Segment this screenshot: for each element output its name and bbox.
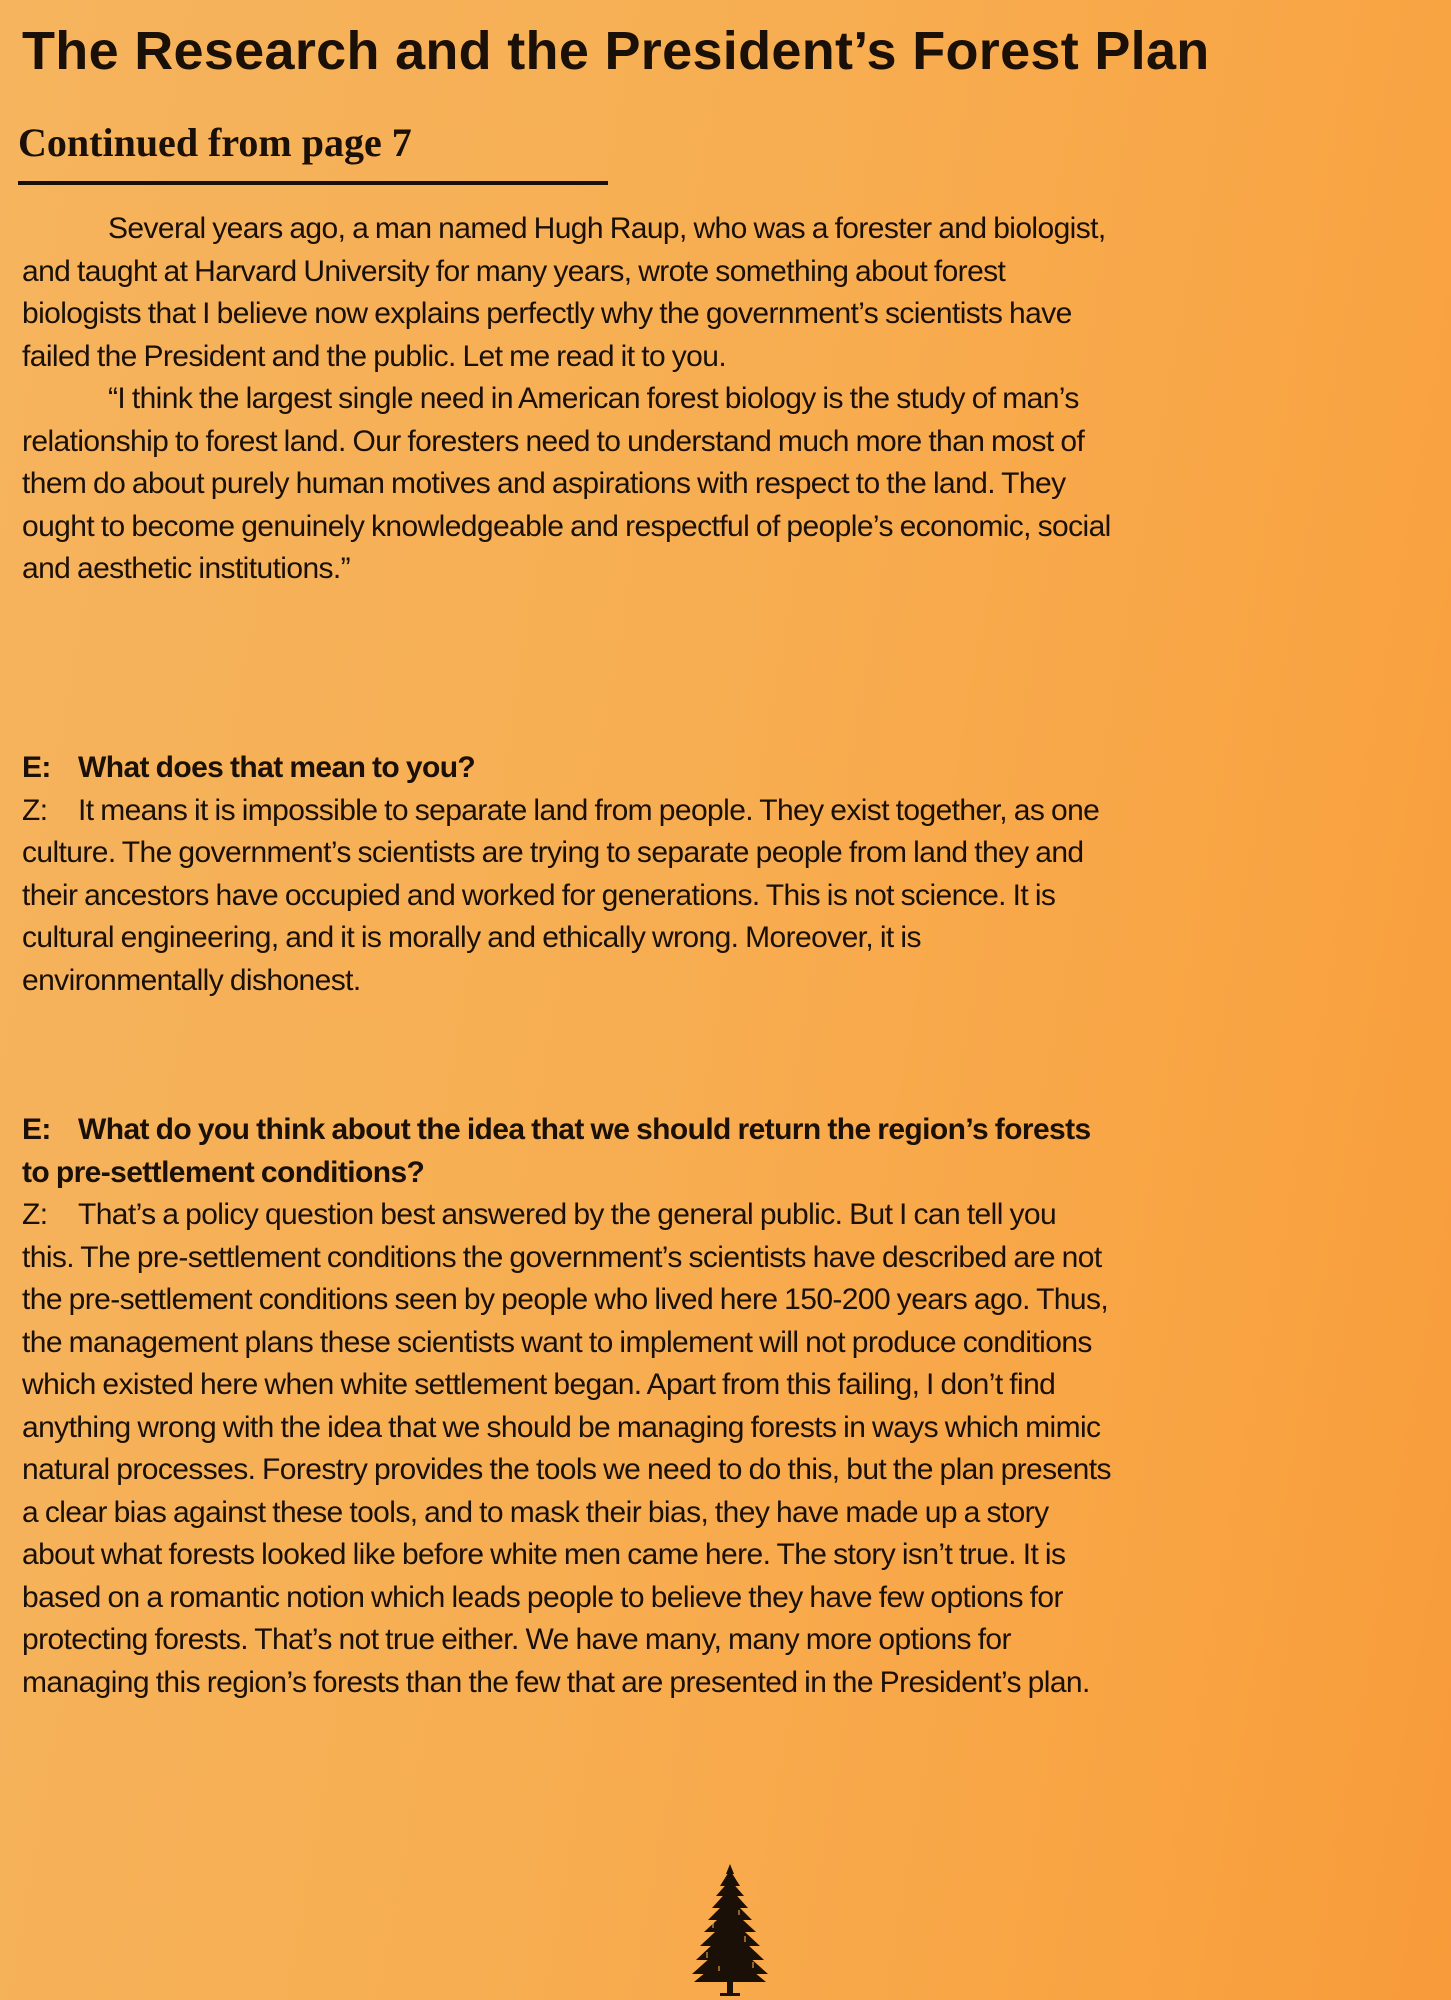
interviewer-question — [22, 747, 1442, 790]
interview-exchange-1 — [22, 747, 1442, 1002]
interviewer-question — [22, 1109, 1442, 1152]
text-line: failed the President and the public. Let me read it to you. — [22, 339, 727, 373]
interviewee-answer-first-line — [22, 1194, 1442, 1237]
text-line: cultural engineering, and it is morally and ethically wrong. Moreover, it is — [22, 921, 921, 954]
answer-text: That’s a policy question best answered by the general public. But I can tell you — [78, 1198, 1057, 1231]
text-line: “I think the largest single need in American forest biology is the study of man’s — [108, 382, 1079, 415]
text-line: a clear bias against these tools, and to mask their bias, they have made up a story — [22, 1495, 1049, 1529]
text-line: the pre-settlement conditions seen by people who lived here 150-200 years ago. Thus, — [22, 1283, 1109, 1316]
article-headline: The Research and the President’s Forest Plan — [22, 21, 1210, 81]
text-line: managing this region’s forests than the few that are presented in the President’s plan. — [22, 1665, 1090, 1699]
speaker-label-z: Z: — [22, 793, 48, 827]
quote-paragraph — [22, 378, 1442, 591]
pine-tree-icon — [682, 1862, 778, 1998]
question-text: What do you think about the idea that we should return the region’s forests — [78, 1113, 1091, 1146]
text-line: Several years ago, a man named Hugh Raup, who was a forester and biologist, — [108, 212, 1106, 245]
text-line: environmentally dishonest. — [22, 963, 361, 997]
intro-paragraph — [22, 208, 1442, 378]
text-line: which existed here when white settlement began. Apart from this failing, I don’t find — [22, 1368, 1056, 1401]
interviewee-answer-first-line — [22, 790, 1442, 833]
text-line: protecting forests. That’s not true either. We have many, many more options for — [22, 1623, 1011, 1656]
text-line: and aesthetic institutions.” — [22, 552, 351, 585]
text-line: them do about purely human motives and aspirations with respect to the land. They — [22, 467, 1066, 500]
text-line: this. The pre-settlement conditions the government’s scientists have described are not — [22, 1240, 1102, 1274]
speaker-label-e: E: — [22, 1113, 51, 1146]
continued-from-label: Continued from page 7 — [18, 117, 608, 185]
text-line: culture. The government’s scientists are trying to separate people from land they and — [22, 836, 1084, 869]
text-line: the management plans these scientists want to implement will not produce conditions — [22, 1325, 1092, 1359]
text-line: biologists that I believe now explains perfectly why the government’s scientists have — [22, 297, 1072, 330]
text-line: natural processes. Forestry provides the tools we need to do this, but the plan presents — [22, 1453, 1111, 1486]
question-text-line: to pre-settlement conditions? — [22, 1155, 425, 1189]
speaker-label-z: Z: — [22, 1198, 48, 1231]
interview-exchange-2 — [22, 1109, 1442, 1704]
answer-text: It means it is impossible to separate land from people. They exist together, as one — [78, 793, 1100, 827]
speaker-label-e: E: — [22, 751, 51, 784]
text-line: ought to become genuinely knowledgeable and respectful of people’s economic, social — [22, 509, 1111, 543]
text-line: relationship to forest land. Our foresters need to understand much more than most of — [22, 424, 1085, 458]
text-line: anything wrong with the idea that we should be managing forests in ways which mimic — [22, 1410, 1101, 1444]
text-line: based on a romantic notion which leads people to believe they have few options for — [22, 1580, 1063, 1614]
text-line: their ancestors have occupied and worked for generations. This is not science. It is — [22, 878, 1056, 912]
question-text: What does that mean to you? — [78, 751, 476, 784]
text-line: and taught at Harvard University for many years, wrote something about forest — [22, 254, 1006, 288]
text-line: about what forests looked like before white men came here. The story isn’t true. It is — [22, 1538, 1066, 1571]
